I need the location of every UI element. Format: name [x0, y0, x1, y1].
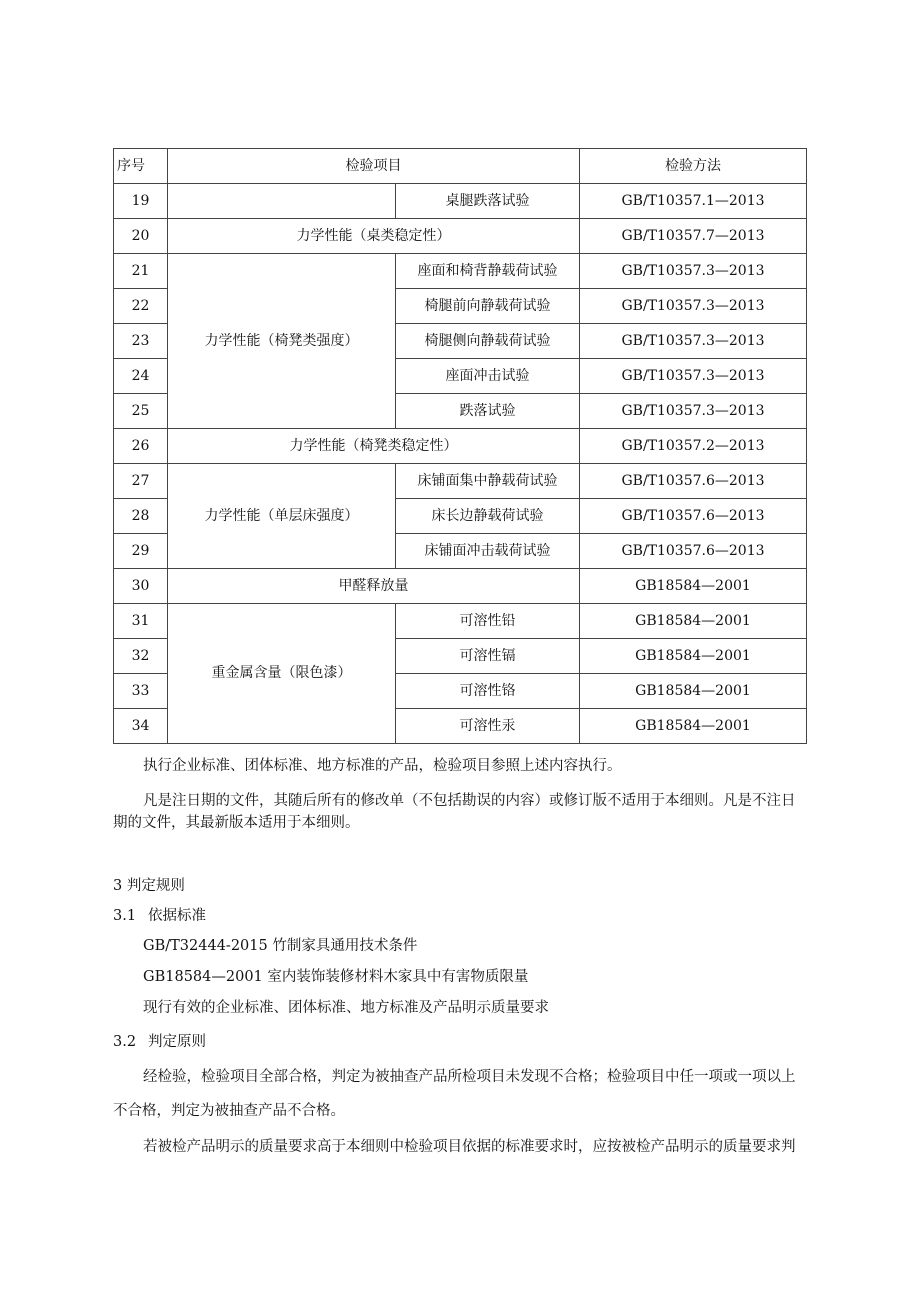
note-paragraph-2-line-1: 凡是注日期的文件，其随后所有的修改单（不包括勘误的内容）或修订版不适用于本细则。凡是不注日 [143, 793, 796, 809]
header-method: 检验方法 [580, 149, 807, 184]
row-number: 29 [114, 534, 168, 569]
row-number: 22 [114, 289, 168, 324]
table-row [114, 569, 807, 604]
row-number: 27 [114, 464, 168, 499]
method-cell: GB/T10357.6—2013 [580, 499, 807, 534]
row-number: 20 [114, 219, 168, 254]
sub-item: 座面冲击试验 [396, 359, 580, 394]
table-row [114, 254, 807, 289]
item-cell: 力学性能（椅凳类稳定性） [168, 429, 580, 464]
section-3-2-number: 3.2 [113, 1034, 137, 1050]
row-number: 34 [114, 709, 168, 744]
item-cell: 甲醛释放量 [168, 569, 580, 604]
method-cell: GB18584—2001 [580, 639, 807, 674]
standard-item-1: GB/T32444-2015 竹制家具通用技术条件 [143, 938, 418, 954]
sub-item: 床铺面冲击载荷试验 [396, 534, 580, 569]
method-cell: GB/T10357.6—2013 [580, 464, 807, 499]
section-3-1-title: 依据标准 [148, 908, 206, 924]
method-cell: GB/T10357.7—2013 [580, 219, 807, 254]
method-cell: GB18584—2001 [580, 674, 807, 709]
method-cell: GB/T10357.3—2013 [580, 289, 807, 324]
item-cell: 力学性能（桌类稳定性） [168, 219, 580, 254]
standard-item-2: GB18584—2001 室内装饰装修材料木家具中有害物质限量 [143, 969, 529, 985]
sub-item: 椅腿侧向静载荷试验 [396, 324, 580, 359]
method-cell: GB/T10357.3—2013 [580, 394, 807, 429]
method-cell: GB/T10357.3—2013 [580, 254, 807, 289]
method-cell: GB18584—2001 [580, 569, 807, 604]
section-3-1-number: 3.1 [113, 908, 137, 924]
sub-item: 可溶性汞 [396, 709, 580, 744]
table-row [114, 184, 807, 219]
item-group-cell [168, 184, 396, 219]
rule-paragraph-1-line-2: 不合格，判定为被抽查产品不合格。 [113, 1103, 345, 1119]
row-number: 32 [114, 639, 168, 674]
item-group-chair-strength: 力学性能（椅凳类强度） [168, 254, 396, 429]
row-number: 24 [114, 359, 168, 394]
table-row [114, 464, 807, 499]
row-number: 31 [114, 604, 168, 639]
row-number: 19 [114, 184, 168, 219]
header-seq: 序号 [114, 149, 168, 184]
table-row [114, 604, 807, 639]
sub-item: 椅腿前向静载荷试验 [396, 289, 580, 324]
method-cell: GB/T10357.3—2013 [580, 324, 807, 359]
sub-item: 可溶性铬 [396, 674, 580, 709]
header-item: 检验项目 [168, 149, 580, 184]
sub-item: 可溶性铅 [396, 604, 580, 639]
sub-item: 座面和椅背静载荷试验 [396, 254, 580, 289]
row-number: 28 [114, 499, 168, 534]
item-group-heavy-metal: 重金属含量（限色漆） [168, 604, 396, 744]
method-cell: GB18584—2001 [580, 604, 807, 639]
row-number: 26 [114, 429, 168, 464]
method-cell: GB18584—2001 [580, 709, 807, 744]
inspection-table [113, 148, 807, 744]
note-paragraph-2-line-2: 期的文件，其最新版本适用于本细则。 [113, 815, 360, 831]
method-cell: GB/T10357.3—2013 [580, 359, 807, 394]
item-group-bed-strength: 力学性能（单层床强度） [168, 464, 396, 569]
sub-item: 可溶性镉 [396, 639, 580, 674]
method-cell: GB/T10357.2—2013 [580, 429, 807, 464]
note-paragraph-1: 执行企业标准、团体标准、地方标准的产品，检验项目参照上述内容执行。 [143, 758, 622, 774]
rule-paragraph-2-line-1: 若被检产品明示的质量要求高于本细则中检验项目依据的标准要求时，应按被检产品明示的质量要求判 [143, 1139, 796, 1155]
method-cell: GB/T10357.1—2013 [580, 184, 807, 219]
section-3-title: 3 判定规则 [113, 878, 185, 894]
row-number: 21 [114, 254, 168, 289]
sub-item: 跌落试验 [396, 394, 580, 429]
table-header-row [114, 149, 807, 184]
sub-item: 桌腿跌落试验 [396, 184, 580, 219]
table-row [114, 219, 807, 254]
sub-item: 床长边静载荷试验 [396, 499, 580, 534]
table-row [114, 429, 807, 464]
row-number: 33 [114, 674, 168, 709]
method-cell: GB/T10357.6—2013 [580, 534, 807, 569]
row-number: 23 [114, 324, 168, 359]
standard-item-3: 现行有效的企业标准、团体标准、地方标准及产品明示质量要求 [143, 1000, 549, 1016]
section-3-2-title: 判定原则 [148, 1034, 206, 1050]
row-number: 30 [114, 569, 168, 604]
sub-item: 床铺面集中静载荷试验 [396, 464, 580, 499]
rule-paragraph-1-line-1: 经检验，检验项目全部合格，判定为被抽查产品所检项目未发现不合格；检验项目中任一项或一项以上 [143, 1069, 796, 1085]
row-number: 25 [114, 394, 168, 429]
